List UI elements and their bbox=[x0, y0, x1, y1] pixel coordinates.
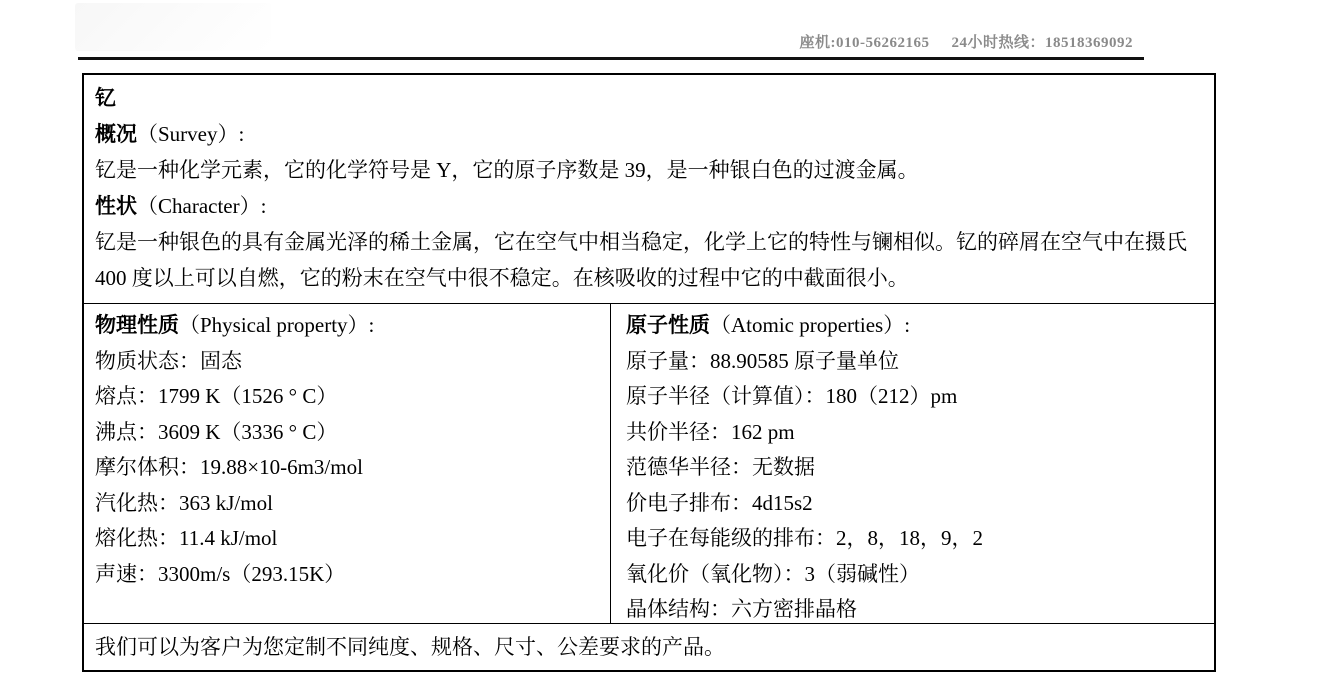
atomic-heading-en: （Atomic properties）: bbox=[710, 313, 911, 337]
overview-section bbox=[84, 75, 1214, 303]
physical-row-heat-fusion: 熔化热：11.4 kJ/mol bbox=[95, 526, 278, 550]
element-datasheet-table bbox=[82, 73, 1216, 672]
character-text: 钇是一种银色的具有金属光泽的稀土金属，它在空气中相当稳定，化学上它的特性与镧相似。钇的碎屑在空气中在摄氏 400 度以上可以自燃，它的粉末在空气中很不稳定。在核吸收的过程中它的中截面很小。 bbox=[95, 230, 1187, 290]
atomic-heading-zh: 原子性质 bbox=[626, 313, 710, 337]
properties-section bbox=[84, 303, 1214, 623]
landline-phone-label: 座机:010-56262165 bbox=[799, 35, 930, 51]
customization-note: 我们可以为客户为您定制不同纯度、规格、尺寸、公差要求的产品。 bbox=[95, 635, 725, 659]
header-divider-rule bbox=[78, 57, 1144, 60]
element-title: 钇 bbox=[95, 86, 116, 110]
atomic-row-valence-electrons: 价电子排布：4d15s2 bbox=[626, 490, 813, 515]
hotline-phone-label: 24小时热线：18518369092 bbox=[951, 35, 1133, 51]
atomic-row-electron-shells: 电子在每能级的排布：2，8，18，9，2 bbox=[626, 526, 983, 550]
atomic-row-crystal-structure: 晶体结构：六方密排晶格 bbox=[626, 597, 857, 621]
physical-properties-cell bbox=[84, 304, 610, 623]
atomic-row-covalent-radius: 共价半径：162 pm bbox=[626, 419, 795, 444]
physical-heading-en: （Physical property）: bbox=[179, 313, 375, 337]
physical-row-melting-point: 熔点：1799 K（1526 ° C） bbox=[95, 384, 338, 408]
customization-note-section bbox=[84, 623, 1214, 670]
character-heading bbox=[95, 188, 1190, 224]
physical-row-state: 物质状态：固态 bbox=[95, 348, 242, 373]
atomic-row-vdw-radius: 范德华半径：无数据 bbox=[626, 455, 815, 479]
physical-heading-zh: 物理性质 bbox=[95, 313, 179, 337]
atomic-heading bbox=[626, 308, 1198, 344]
survey-text: 钇是一种化学元素，它的化学符号是 Y，它的原子序数是 39，是一种银白色的过渡金属。 bbox=[95, 158, 919, 182]
atomic-row-atomic-weight: 原子量：88.90585 原子量单位 bbox=[626, 348, 899, 373]
survey-heading bbox=[95, 116, 1190, 152]
physical-row-molar-volume: 摩尔体积：19.88×10-6m3/mol bbox=[95, 455, 363, 479]
physical-heading bbox=[95, 308, 594, 344]
physical-row-boiling-point: 沸点：3609 K（3336 ° C） bbox=[95, 419, 338, 444]
physical-row-speed-of-sound: 声速：3300m/s（293.15K） bbox=[95, 561, 346, 586]
physical-row-heat-vaporization: 汽化热：363 kJ/mol bbox=[95, 490, 273, 515]
company-logo-image bbox=[75, 3, 271, 51]
character-heading-zh: 性状 bbox=[95, 194, 137, 218]
atomic-properties-cell bbox=[610, 304, 1214, 623]
survey-heading-zh: 概况 bbox=[95, 122, 137, 146]
character-heading-en: （Character）: bbox=[137, 194, 267, 218]
header-contact-info bbox=[799, 31, 1133, 52]
atomic-row-oxidation-state: 氧化价（氧化物）：3（弱碱性） bbox=[626, 561, 920, 586]
atomic-row-atomic-radius: 原子半径（计算值）：180（212）pm bbox=[626, 384, 958, 408]
survey-heading-en: （Survey）: bbox=[137, 122, 245, 146]
